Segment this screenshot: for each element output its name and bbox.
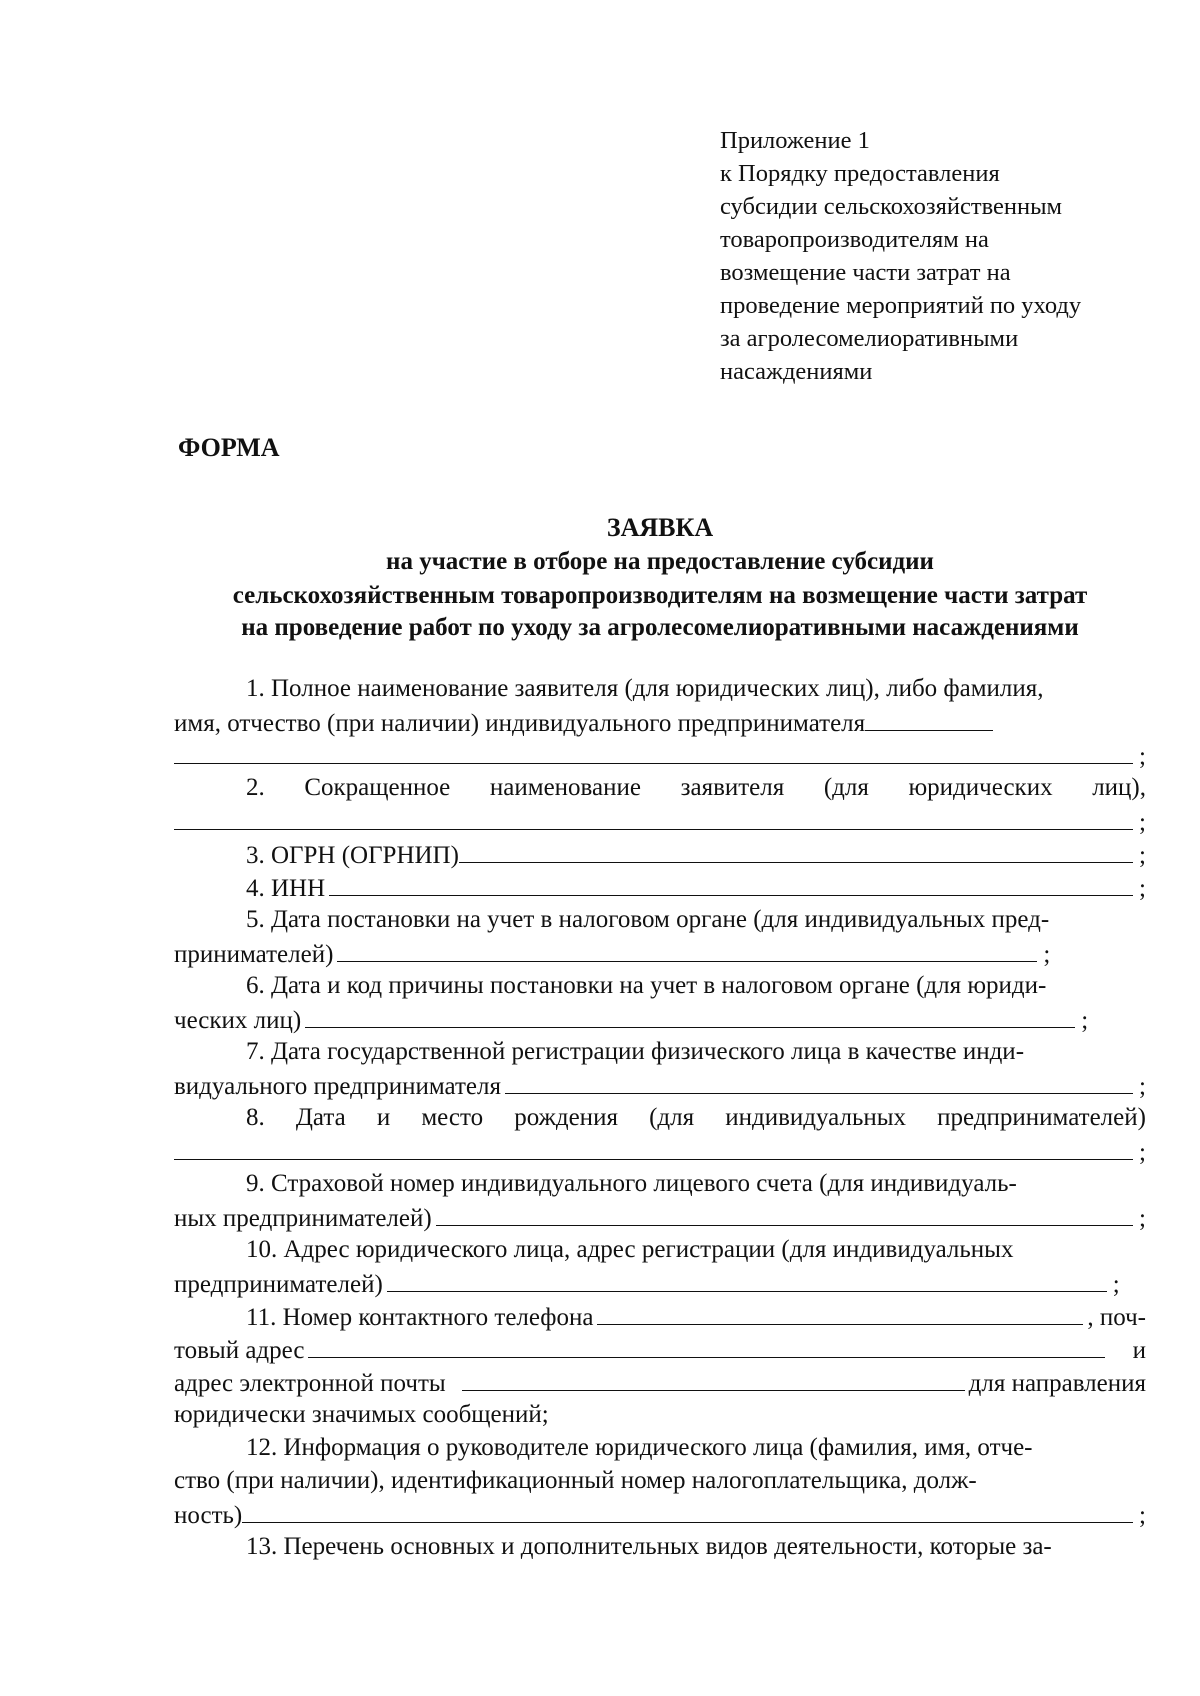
item-8-line-1: 8. Дата и место рождения (для индивидуальных предпринимателей) — [246, 1104, 1146, 1131]
tax-code-field[interactable] — [305, 1002, 1075, 1028]
item-10-line-1: 10. Адрес юридического лица, адрес регистрации (для индивидуальных — [246, 1236, 1014, 1263]
appendix-line: возмещение части затрат на — [720, 259, 1011, 286]
item-12-line-1: 12. Информация о руководителе юридического лица (фамилия, имя, отче- — [246, 1434, 1033, 1461]
item-9-line-2: ных предпринимателей) ; — [174, 1200, 1146, 1234]
inn-field[interactable] — [329, 870, 1133, 896]
appendix-line: товаропроизводителям на — [720, 226, 989, 253]
item-6-line-2: ческих лиц) ; — [174, 1002, 1146, 1036]
appendix-line: к Порядку предоставления — [720, 160, 1000, 187]
item-12-line-2: ство (при наличии), идентификационный номер налогоплательщика, долж- — [174, 1467, 977, 1494]
item-10-line-2: предпринимателей) ; — [174, 1266, 1146, 1300]
item-7-line-2: видуального предпринимателя ; — [174, 1068, 1146, 1102]
item-2-line-1: 2. Сокращенное наименование заявителя (для юридических лиц), — [246, 774, 1146, 801]
title-line: сельскохозяйственным товаропроизводителям на возмещение части затрат — [232, 582, 1088, 609]
item-2-line-2: ; — [174, 804, 1146, 838]
form-label: ФОРМА — [178, 433, 280, 462]
item-1-line-3: ; — [174, 738, 1146, 772]
director-info-field[interactable] — [242, 1497, 1133, 1523]
item-1-line-2: имя, отчество (при наличии) индивидуального предпринимателя — [174, 705, 1146, 739]
item-11-line-2: товый адрес и — [174, 1332, 1146, 1366]
item-3-line: 3. ОГРН (ОГРНИП) ; — [174, 837, 1146, 871]
item-7-line-1: 7. Дата государственной регистрации физического лица в качестве инди- — [246, 1038, 1025, 1065]
appendix-line: за агролесомелиоративными — [720, 325, 1019, 352]
item-11-line-1: 11. Номер контактного телефона , поч- — [174, 1299, 1146, 1333]
item-5-line-1: 5. Дата постановки на учет в налоговом органе (для индивидуальных пред- — [246, 906, 1050, 933]
address-field[interactable] — [387, 1266, 1107, 1292]
appendix-line: насаждениями — [720, 358, 873, 385]
fill-line[interactable] — [174, 804, 1133, 830]
birth-date-place-field[interactable] — [174, 1134, 1133, 1160]
item-9-line-1: 9. Страховой номер индивидуального лицевого счета (для индивидуаль- — [246, 1170, 1017, 1197]
item-4-line: 4. ИНН ; — [174, 870, 1146, 904]
appendix-block — [720, 124, 1180, 388]
insurance-number-field[interactable] — [436, 1200, 1133, 1226]
tax-registration-date-field[interactable] — [337, 936, 1037, 962]
fill-line[interactable] — [865, 705, 993, 731]
title-line: на участие в отборе на предоставление субсидии — [386, 548, 934, 575]
item-11-line-3: адрес электронной почты для направления — [174, 1365, 1146, 1399]
email-field[interactable] — [462, 1365, 965, 1391]
item-6-line-1: 6. Дата и код причины постановки на учет в налоговом органе (для юриди- — [246, 972, 1047, 999]
item-13-line-1: 13. Перечень основных и дополнительных видов деятельности, которые за- — [246, 1533, 1052, 1560]
appendix-line: проведение мероприятий по уходу — [720, 292, 1082, 319]
item-11-line-4: юридически значимых сообщений; — [174, 1401, 549, 1428]
appendix-line: Приложение 1 — [720, 127, 870, 154]
document-title: ЗАЯВКА — [606, 513, 714, 542]
title-line: на проведение работ по уходу за агролесомелиоративными насаждениями — [241, 614, 1079, 641]
state-registration-date-field[interactable] — [505, 1068, 1133, 1094]
ogrn-field[interactable] — [459, 837, 1133, 863]
item-8-line-2: ; — [174, 1134, 1146, 1168]
item-12-line-3: ность) ; — [174, 1497, 1146, 1531]
item-5-line-2: принимателей) ; — [174, 936, 1146, 970]
phone-field[interactable] — [597, 1299, 1083, 1325]
fill-line[interactable] — [174, 738, 1133, 764]
item-1-line-1: 1. Полное наименование заявителя (для юридических лиц), либо фамилия, — [246, 675, 1044, 702]
appendix-line: субсидии сельскохозяйственным — [720, 193, 1063, 220]
postal-address-field[interactable] — [308, 1332, 1104, 1358]
